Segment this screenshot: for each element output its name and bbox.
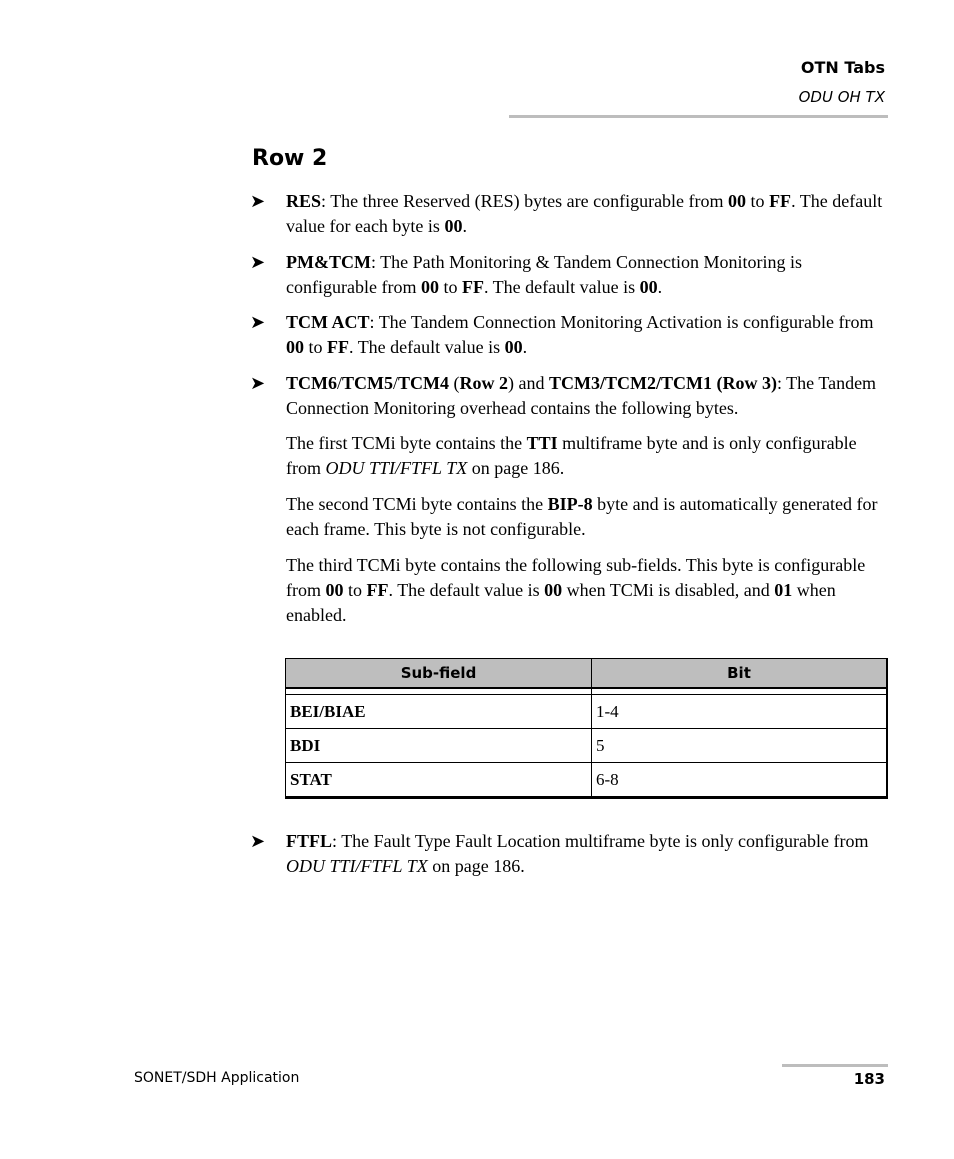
table-header-row	[286, 659, 888, 689]
bullet-pmtcm: PM&TCM: The Path Monitoring & Tandem Connection Monitoring is configurable from 00 to FF. The default value is 00.	[286, 252, 803, 297]
table-cell: 6-8	[592, 763, 888, 798]
header-divider	[509, 115, 888, 118]
section-heading: Row 2	[252, 146, 328, 171]
paragraph-third-tcmi: The third TCMi byte contains the following sub-fields. This byte is configurable from 00 to FF. The default value is 00 when TCMi is disabled, and 01 when enabled.	[286, 555, 866, 625]
bullet-arrow-icon: ➤	[250, 312, 266, 332]
term-tcmact: TCM ACT	[286, 312, 370, 332]
cross-reference-link[interactable]: ODU TTI/FTFL TX	[286, 856, 428, 876]
column-header: Bit	[592, 659, 888, 689]
table-cell: 1-4	[592, 695, 888, 729]
bullet-ftfl: FTFL: The Fault Type Fault Location multiframe byte is only configurable from ODU TTI/FTFL TX on page 186.	[286, 831, 869, 876]
subfield-table	[285, 658, 888, 799]
cross-reference-link[interactable]: ODU TTI/FTFL TX	[325, 458, 468, 478]
bullet-arrow-icon: ➤	[250, 373, 266, 393]
bullet-res: RES: The three Reserved (RES) bytes are configurable from 00 to FF. The default value for each byte is 00.	[286, 191, 883, 236]
table-row	[286, 763, 888, 798]
bullet-tcmact: TCM ACT: The Tandem Connection Monitoring Activation is configurable from 00 to FF. The default value is 00.	[286, 312, 874, 357]
bullet-arrow-icon: ➤	[250, 252, 266, 272]
term-ftfl: FTFL	[286, 831, 333, 851]
term-pmtcm: PM&TCM	[286, 252, 371, 272]
table-cell: BEI/BIAE	[286, 695, 592, 729]
bullet-arrow-icon: ➤	[250, 831, 266, 851]
table-cell: STAT	[286, 763, 592, 798]
bullet-arrow-icon: ➤	[250, 191, 266, 211]
table-row	[286, 695, 888, 729]
paragraph-first-tcmi: The first TCMi byte contains the TTI multiframe byte and is only configurable from ODU TTI/FTFL TX on page 186.	[286, 433, 857, 478]
page-number: 183	[853, 1070, 885, 1088]
header-subtitle: ODU OH TX	[798, 88, 885, 106]
column-header: Sub-field	[286, 659, 592, 689]
footer-divider	[782, 1064, 888, 1067]
paragraph-second-tcmi: The second TCMi byte contains the BIP-8 byte and is automatically generated for each frame. This byte is not configurable.	[286, 494, 878, 539]
footer-doc-title: SONET/SDH Application	[134, 1070, 300, 1086]
table-cell: BDI	[286, 729, 592, 763]
bullet-tcm: TCM6/TCM5/TCM4 (Row 2) and TCM3/TCM2/TCM1 (Row 3): The Tandem Connection Monitoring overhead contains the following bytes.	[286, 373, 877, 418]
term-res: RES	[286, 191, 322, 211]
table-row	[286, 729, 888, 763]
header-title: OTN Tabs	[800, 58, 885, 77]
table-cell: 5	[592, 729, 888, 763]
